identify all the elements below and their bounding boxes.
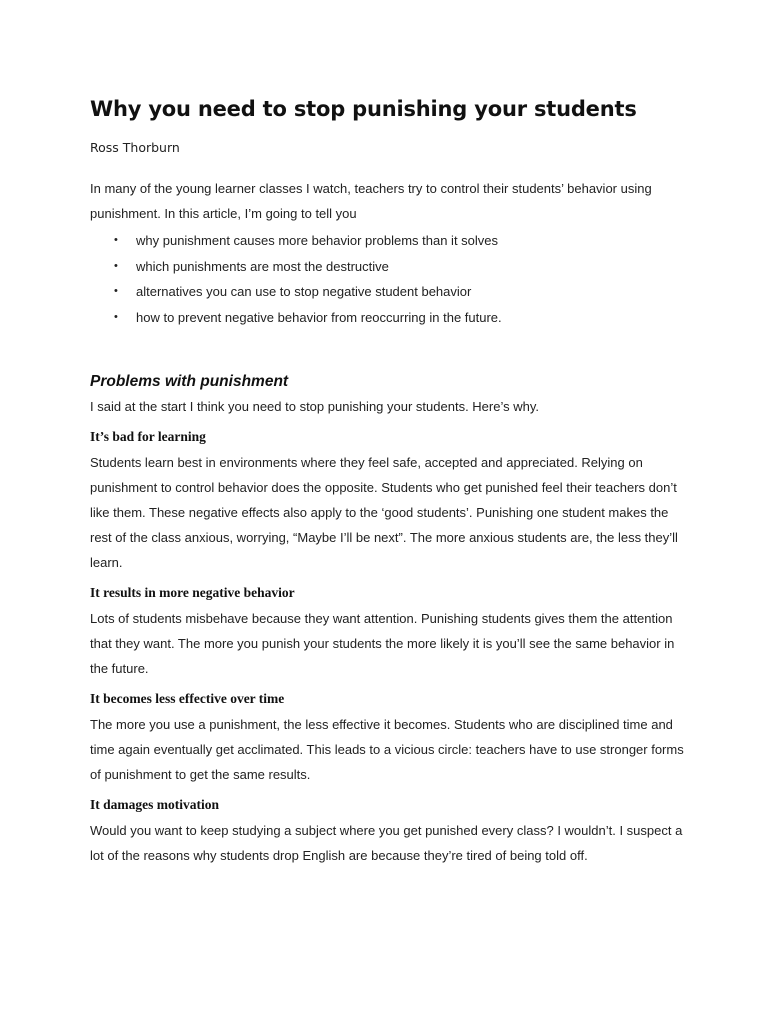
bullet-icon: • bbox=[114, 259, 118, 272]
list-item bbox=[90, 228, 690, 254]
intro-paragraph: In many of the young learner classes I watch, teachers try to control their students’ behavior using punishment. In this article, I’m going to tell you bbox=[90, 181, 652, 221]
subsection-learning bbox=[90, 426, 690, 575]
subsection-heading: It becomes less effective over time bbox=[90, 691, 285, 706]
list-item-text: how to prevent negative behavior from reoccurring in the future. bbox=[136, 309, 502, 325]
list-item bbox=[90, 279, 690, 305]
subsection-heading: It’s bad for learning bbox=[90, 429, 206, 444]
bullet-icon: • bbox=[114, 234, 118, 246]
subsection-heading: It damages motivation bbox=[90, 797, 219, 812]
subsection-paragraph: Lots of students misbehave because they want attention. Punishing students gives them the attention that they want. The more you punish your students the more likely it is you’ll see the same behavior in the future. bbox=[90, 611, 675, 676]
subsection-negative-behavior bbox=[90, 582, 690, 681]
subsection-heading: It results in more negative behavior bbox=[90, 585, 295, 600]
list-item-text: which punishments are most the destructive bbox=[136, 258, 389, 274]
list-item bbox=[90, 254, 690, 280]
section-lead-paragraph: I said at the start I think you need to stop punishing your students. Here’s why. bbox=[90, 399, 539, 414]
subsection-motivation bbox=[90, 794, 690, 868]
list-item-text: alternatives you can use to stop negative student behavior bbox=[136, 284, 472, 299]
subsection-paragraph: Students learn best in environments where they feel safe, accepted and appreciated. Relying on punishment to control behavior does the opposite. Students who get punished feel their teachers don’t like them. These negative effects also apply to the ‘good students’. Punishing one student makes the rest of the class anxious, worrying, “Maybe I’ll be next”. The more anxious students are, the less they’ll learn. bbox=[90, 455, 678, 570]
subsection-less-effective bbox=[90, 688, 690, 787]
section-heading: Problems with punishment bbox=[90, 373, 289, 390]
article-title: Why you need to stop punishing your students bbox=[90, 97, 637, 121]
subsection-paragraph: The more you use a punishment, the less effective it becomes. Students who are disciplined time and time again eventually get acclimated. This leads to a vicious circle: teachers have to use stronger forms of punishment to get the same results. bbox=[90, 717, 684, 782]
article-points-list bbox=[90, 228, 690, 330]
bullet-icon: • bbox=[114, 285, 118, 297]
list-item bbox=[90, 305, 690, 331]
bullet-icon: • bbox=[114, 310, 118, 323]
subsection-paragraph: Would you want to keep studying a subject where you get punished every class? I wouldn’t. I suspect a lot of the reasons why students drop English are because they’re tired of being told off. bbox=[90, 823, 683, 863]
document-page bbox=[90, 92, 690, 868]
article-author: Ross Thorburn bbox=[90, 140, 180, 155]
list-item-text: why punishment causes more behavior problems than it solves bbox=[136, 233, 499, 248]
